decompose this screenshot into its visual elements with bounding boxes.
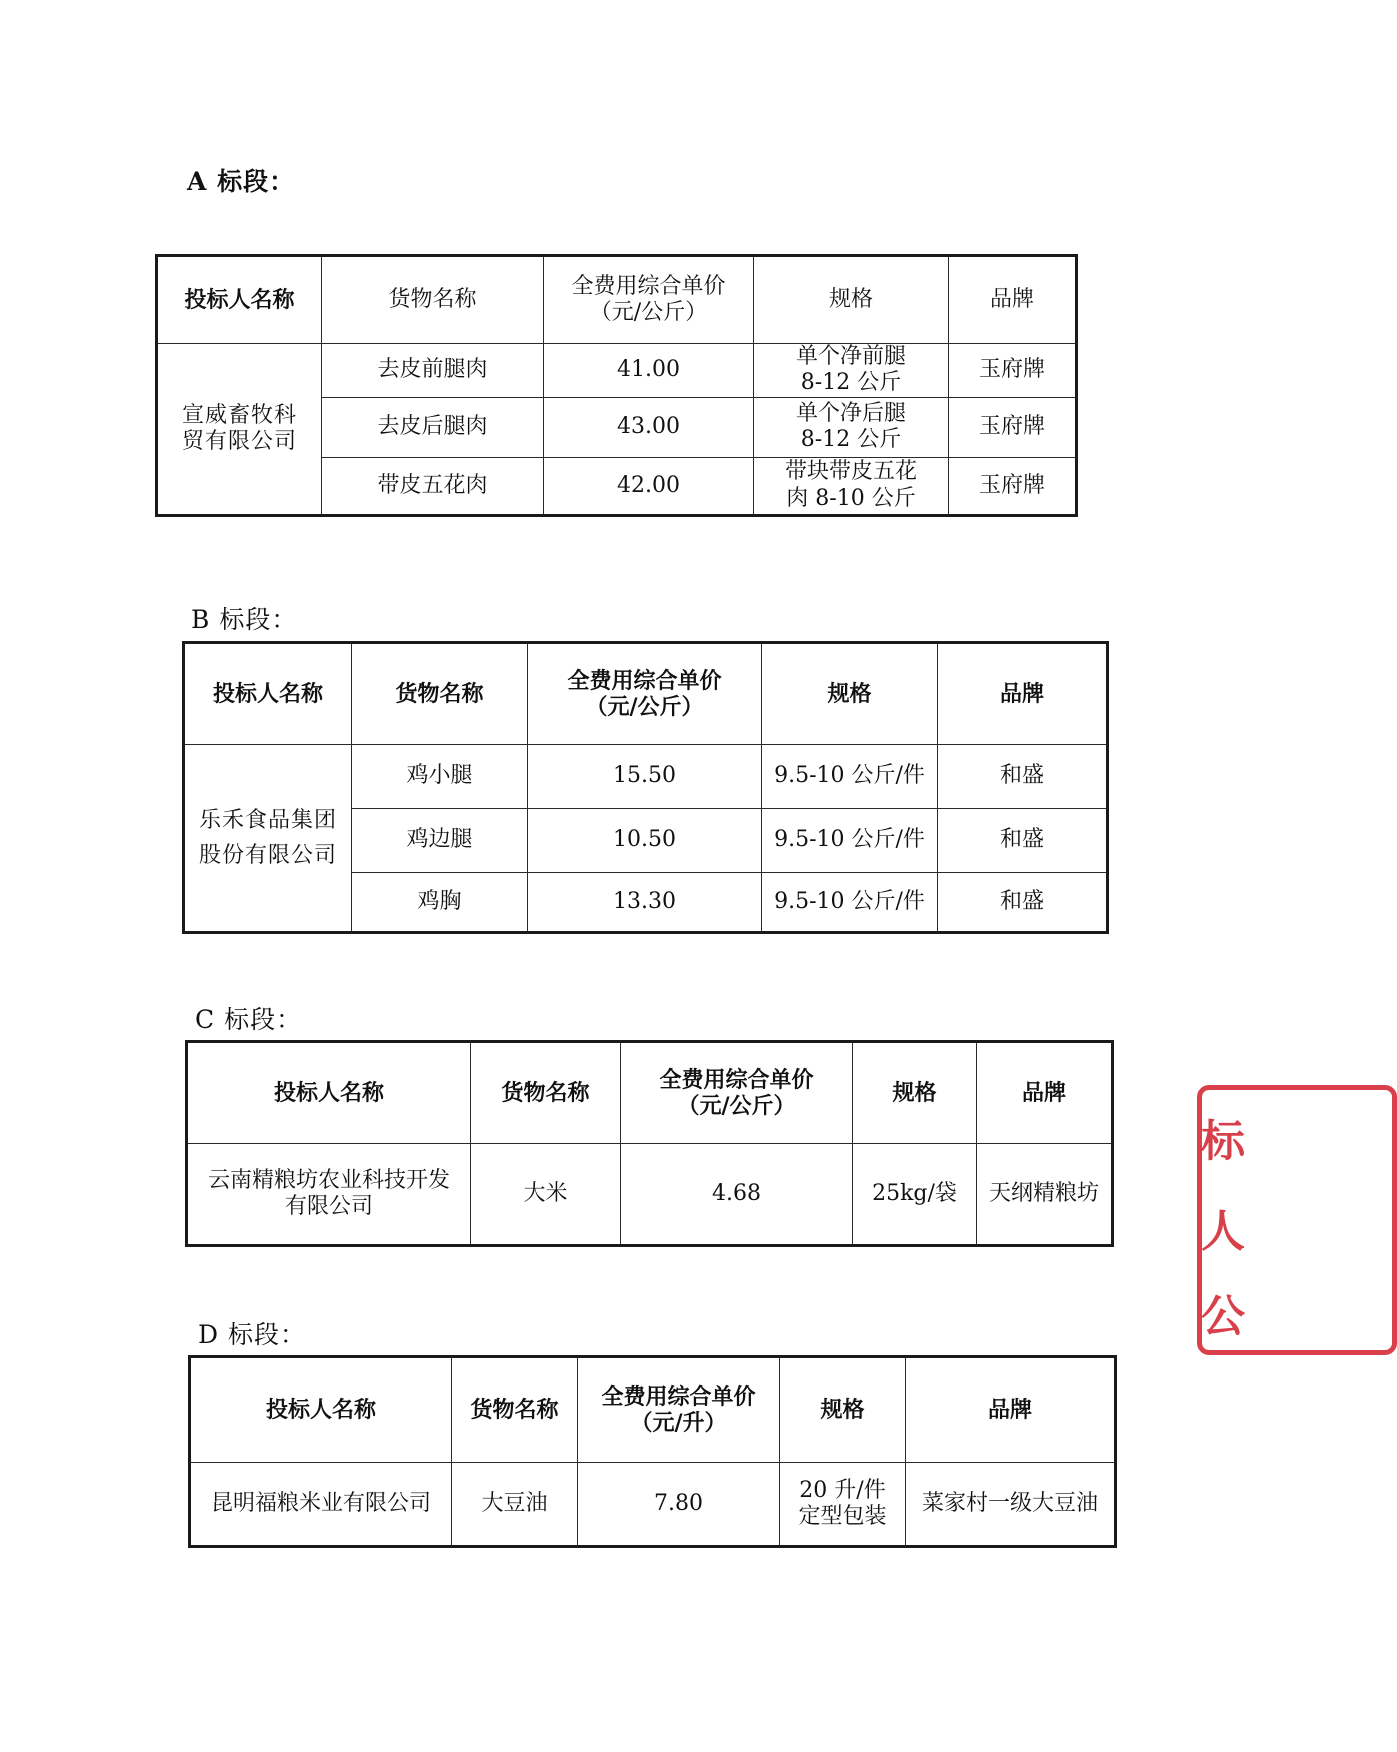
bidder-cell: 昆明福粮米业有限公司: [190, 1463, 452, 1547]
header-goods: 货物名称: [471, 1042, 621, 1144]
header-bidder: 投标人名称: [157, 256, 322, 344]
section-c-table: [185, 1040, 1114, 1247]
bidder-name-line-1: 云南精粮坊农业科技开发: [207, 1167, 450, 1193]
price-cell: 41.00: [544, 344, 754, 398]
goods-cell: 带皮五花肉: [322, 457, 544, 515]
header-price: [528, 643, 762, 745]
header-price-unit: （元/升）: [630, 1410, 727, 1436]
price-cell: 15.50: [528, 745, 762, 809]
spec-line-2: 8-12 公斤: [800, 427, 902, 453]
spec-line-1: 单个净前腿: [795, 344, 906, 369]
spec-line-2: 肉 8-10 公斤: [786, 485, 916, 511]
spec-cell: 9.5-10 公斤/件: [762, 873, 938, 933]
spec-cell: 9.5-10 公斤/件: [762, 809, 938, 873]
brand-cell: 菜家村一级大豆油: [906, 1463, 1116, 1547]
spec-line-1: 带块带皮五花: [784, 459, 917, 485]
section-a-table: [155, 254, 1078, 517]
header-price: [578, 1357, 780, 1463]
header-price: [544, 256, 754, 344]
spec-line-1: 单个净后腿: [795, 400, 906, 426]
header-price-label: 全费用综合单价: [571, 273, 726, 299]
header-price-unit: （元/公斤）: [589, 300, 708, 325]
header-price: [621, 1042, 853, 1144]
brand-cell: 玉府牌: [949, 344, 1077, 398]
bidder-name-line-1: 宣威畜牧科: [181, 402, 297, 428]
seal-char-1: 标: [1201, 1116, 1245, 1167]
header-price-label: 全费用综合单价: [567, 667, 722, 694]
goods-cell: 去皮前腿肉: [322, 344, 544, 398]
goods-cell: 鸡边腿: [352, 809, 528, 873]
bidder-cell: [184, 745, 352, 933]
price-cell: 42.00: [544, 457, 754, 515]
table-header-row: [157, 256, 1077, 344]
spec-cell: 25kg/袋: [853, 1144, 977, 1246]
header-brand: 品牌: [977, 1042, 1113, 1144]
brand-cell: 天纲精粮坊: [977, 1144, 1113, 1246]
brand-cell: 玉府牌: [949, 397, 1077, 457]
bidder-name-line-2: 股份有限公司: [198, 843, 337, 868]
section-b-title: B 标段：: [191, 605, 298, 634]
section-a-title: A 标段：: [187, 167, 296, 196]
goods-cell: 大豆油: [452, 1463, 578, 1547]
header-bidder: 投标人名称: [190, 1357, 452, 1463]
spec-cell: [780, 1463, 906, 1547]
header-brand: 品牌: [938, 643, 1108, 745]
table-row: [187, 1144, 1113, 1246]
price-cell: 43.00: [544, 397, 754, 457]
price-cell: 4.68: [621, 1144, 853, 1246]
goods-cell: 鸡胸: [352, 873, 528, 933]
header-price-unit: （元/公斤）: [585, 694, 704, 720]
section-c-title: C 标段：: [195, 1005, 303, 1034]
bidder-name-line-1: 乐禾食品集团: [198, 807, 337, 833]
goods-cell: 去皮后腿肉: [322, 397, 544, 457]
table-row: [190, 1463, 1116, 1547]
spec-cell: 9.5-10 公斤/件: [762, 745, 938, 809]
header-brand: 品牌: [906, 1357, 1116, 1463]
header-price-label: 全费用综合单价: [659, 1066, 814, 1093]
section-b-table: [182, 641, 1109, 934]
header-spec: 规格: [754, 256, 949, 344]
price-cell: 13.30: [528, 873, 762, 933]
header-bidder: 投标人名称: [184, 643, 352, 745]
table-header-row: [187, 1042, 1113, 1144]
header-spec: 规格: [780, 1357, 906, 1463]
brand-cell: 和盛: [938, 745, 1108, 809]
price-cell: 10.50: [528, 809, 762, 873]
header-spec: 规格: [762, 643, 938, 745]
table-header-row: [190, 1357, 1116, 1463]
seal-char-2: 人: [1201, 1206, 1245, 1257]
spec-line-2: 定型包装: [798, 1504, 887, 1529]
header-spec: 规格: [853, 1042, 977, 1144]
brand-cell: 玉府牌: [949, 457, 1077, 515]
brand-cell: 和盛: [938, 873, 1108, 933]
spec-line-1: 20 升/件: [799, 1477, 886, 1503]
spec-line-2: 8-12 公斤: [800, 370, 902, 396]
header-goods: 货物名称: [452, 1357, 578, 1463]
goods-cell: 鸡小腿: [352, 745, 528, 809]
bidder-name-line-2: 贸有限公司: [181, 428, 297, 454]
header-goods: 货物名称: [322, 256, 544, 344]
spec-cell: [754, 457, 949, 515]
section-d-table: [188, 1355, 1117, 1548]
header-brand: 品牌: [949, 256, 1077, 344]
brand-cell: 和盛: [938, 809, 1108, 873]
header-bidder: 投标人名称: [187, 1042, 471, 1144]
price-cell: 7.80: [578, 1463, 780, 1547]
spec-cell: [754, 397, 949, 457]
header-goods: 货物名称: [352, 643, 528, 745]
section-d-title: D 标段：: [198, 1320, 306, 1349]
spec-cell: [754, 344, 949, 398]
header-price-label: 全费用综合单价: [601, 1383, 756, 1410]
official-seal-stamp: [1197, 1085, 1245, 1355]
bidder-name-line-2: 有限公司: [284, 1194, 373, 1219]
bidder-cell: [187, 1144, 471, 1246]
table-row: [184, 745, 1108, 809]
header-price-unit: （元/公斤）: [677, 1093, 796, 1119]
goods-cell: 大米: [471, 1144, 621, 1246]
bidder-cell: [157, 344, 322, 516]
table-header-row: [184, 643, 1108, 745]
table-row: [157, 344, 1077, 398]
seal-char-3: 公: [1201, 1291, 1245, 1342]
